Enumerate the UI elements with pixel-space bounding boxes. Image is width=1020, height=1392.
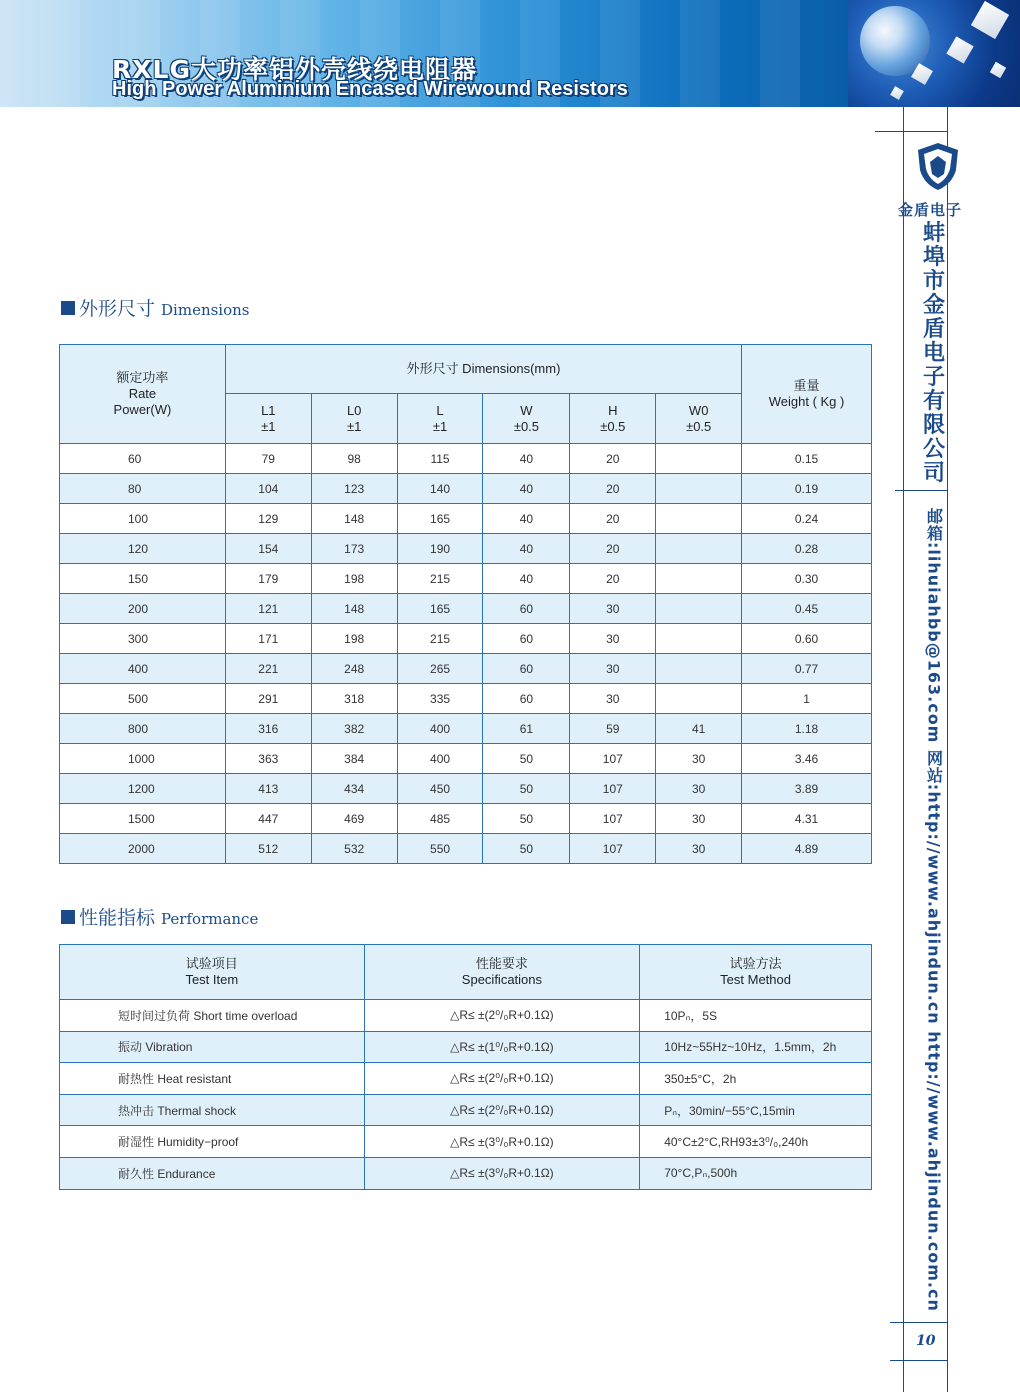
performance-heading-cn: 性能指标 [79, 907, 156, 929]
dimensions-group-header: 外形尺寸 Dimensions(mm) [225, 345, 741, 394]
sidebar-rule [895, 490, 947, 491]
page-title-en: High Power Aluminium Encased Wirewound Resistors [112, 78, 628, 100]
dim-col-tolerance: ±0.5 [513, 418, 540, 434]
table-cell: 104 [225, 474, 311, 504]
table-row [60, 834, 872, 864]
table-cell: 532 [311, 834, 397, 864]
table-cell: 1500 [60, 804, 226, 834]
dim-col-header [483, 394, 570, 444]
table-cell: 384 [311, 744, 397, 774]
table-cell: 30 [570, 624, 656, 654]
table-cell: 59 [570, 714, 656, 744]
table-cell: 115 [397, 444, 483, 474]
perf-col-header-en: Test Method [720, 972, 791, 987]
cube-icon [946, 36, 973, 63]
table-row [60, 714, 872, 744]
dim-col-tolerance: ±1 [261, 418, 276, 434]
table-row [60, 1031, 872, 1063]
weight-header [742, 345, 872, 444]
table-cell: △R≤ ±(2⁰/₀R+0.1Ω) [364, 1094, 640, 1126]
perf-col-header-cn: 试验方法 [729, 956, 782, 971]
table-cell: 400 [397, 714, 483, 744]
table-cell: 318 [311, 684, 397, 714]
table-cell: 0.77 [742, 654, 872, 684]
table-cell: 363 [225, 744, 311, 774]
dim-col-tolerance: ±0.5 [686, 418, 712, 434]
table-cell: 447 [225, 804, 311, 834]
table-cell: 512 [225, 834, 311, 864]
table-cell: 215 [397, 564, 483, 594]
table-cell: 20 [570, 444, 656, 474]
table-cell: 10Pₙ，5S [640, 1000, 872, 1032]
table-cell: 0.45 [742, 594, 872, 624]
table-cell [656, 504, 742, 534]
table-cell: 107 [570, 774, 656, 804]
table-cell [656, 444, 742, 474]
sidebar-rule [890, 1322, 947, 1323]
dimensions-heading-cn: 外形尺寸 [79, 298, 156, 320]
table-cell: 30 [656, 744, 742, 774]
power-header-cn: 额定功率 [116, 370, 169, 385]
table-cell: 485 [397, 804, 483, 834]
dim-col-name: W [520, 402, 533, 418]
table-cell: 434 [311, 774, 397, 804]
table-cell: 40 [483, 504, 570, 534]
table-cell: 265 [397, 654, 483, 684]
power-header-en1: Rate [128, 386, 157, 401]
table-cell: 0.28 [742, 534, 872, 564]
header-banner [0, 0, 848, 107]
table-cell: 20 [570, 474, 656, 504]
banner-stripe [680, 0, 720, 107]
performance-heading-en: Performance [161, 910, 259, 928]
perf-col-header [60, 945, 365, 1000]
dim-col-name: H [608, 402, 618, 418]
perf-col-header [364, 945, 640, 1000]
dimensions-table [59, 344, 872, 864]
table-cell: 2000 [60, 834, 226, 864]
table-cell: 221 [225, 654, 311, 684]
dim-col-header [397, 394, 483, 444]
table-cell: 140 [397, 474, 483, 504]
table-cell: 100 [60, 504, 226, 534]
table-cell: 413 [225, 774, 311, 804]
cube-icon [890, 86, 904, 100]
banner-stripe [760, 0, 800, 107]
weight-header-cn: 重量 [793, 378, 820, 393]
table-cell: 耐热性 Heat resistant [60, 1063, 365, 1095]
table-cell [656, 474, 742, 504]
table-cell: 107 [570, 834, 656, 864]
table-row [60, 444, 872, 474]
perf-col-header [640, 945, 872, 1000]
dim-col-header [570, 394, 656, 444]
table-row [60, 624, 872, 654]
table-cell: 40 [483, 474, 570, 504]
table-cell: 123 [311, 474, 397, 504]
table-cell: 耐久性 Endurance [60, 1157, 365, 1189]
table-cell: 20 [570, 564, 656, 594]
sidebar-rule [890, 1360, 947, 1361]
performance-table [59, 944, 872, 1190]
table-cell: 173 [311, 534, 397, 564]
banner-stripe [40, 0, 80, 107]
table-cell: 50 [483, 804, 570, 834]
table-cell: 215 [397, 624, 483, 654]
table-cell: 154 [225, 534, 311, 564]
table-cell: 80 [60, 474, 226, 504]
table-cell: 0.24 [742, 504, 872, 534]
table-cell: 30 [656, 834, 742, 864]
dim-col-name: L0 [346, 402, 362, 418]
table-cell: 316 [225, 714, 311, 744]
shield-logo-icon [912, 140, 964, 192]
table-cell: 550 [397, 834, 483, 864]
table-cell: 40°C±2°C,RH93±3⁰/₀,240h [640, 1126, 872, 1158]
table-cell: 200 [60, 594, 226, 624]
table-cell: 4.31 [742, 804, 872, 834]
table-cell: 171 [225, 624, 311, 654]
table-cell: 30 [570, 684, 656, 714]
table-cell: 469 [311, 804, 397, 834]
table-cell: 179 [225, 564, 311, 594]
table-cell: 60 [483, 654, 570, 684]
table-cell: 1000 [60, 744, 226, 774]
power-header [60, 345, 226, 444]
table-cell: 30 [570, 654, 656, 684]
table-cell: 79 [225, 444, 311, 474]
dim-col-name: L [436, 402, 444, 418]
table-cell: 400 [397, 744, 483, 774]
table-cell: 107 [570, 744, 656, 774]
dim-col-name: L1 [261, 402, 276, 418]
table-cell: 800 [60, 714, 226, 744]
table-row [60, 1063, 872, 1095]
table-cell: 248 [311, 654, 397, 684]
table-cell: 198 [311, 564, 397, 594]
table-cell: 40 [483, 444, 570, 474]
table-cell [656, 534, 742, 564]
table-cell: 61 [483, 714, 570, 744]
perf-col-header-en: Test Item [185, 972, 239, 987]
dim-col-header [311, 394, 397, 444]
table-cell: 150 [60, 564, 226, 594]
logo-text: 金盾电子 [898, 201, 963, 219]
dimensions-heading [61, 294, 250, 321]
table-cell: 40 [483, 534, 570, 564]
table-cell: △R≤ ±(2⁰/₀R+0.1Ω) [364, 1063, 640, 1095]
table-cell: 450 [397, 774, 483, 804]
cube-icon [990, 62, 1006, 78]
table-cell: 41 [656, 714, 742, 744]
dim-col-name: W0 [688, 402, 709, 418]
page-title-cn: RXLG大功率铝外壳线绕电阻器 [112, 55, 477, 84]
table-row [60, 804, 872, 834]
table-row [60, 684, 872, 714]
table-cell: 350±5°C，2h [640, 1063, 872, 1095]
dim-col-tolerance: ±0.5 [600, 418, 626, 434]
weight-header-en: Weight ( Kg ) [768, 394, 845, 409]
globe-graphic [848, 0, 1020, 107]
table-row [60, 564, 872, 594]
table-cell: 400 [60, 654, 226, 684]
table-cell: 50 [483, 744, 570, 774]
table-cell: 190 [397, 534, 483, 564]
table-cell: 热冲击 Thermal shock [60, 1094, 365, 1126]
table-cell: 振动 Vibration [60, 1031, 365, 1063]
table-cell: 107 [570, 804, 656, 834]
sidebar-rule [903, 107, 904, 1392]
table-cell [656, 684, 742, 714]
table-cell: 165 [397, 504, 483, 534]
table-cell: 50 [483, 774, 570, 804]
dim-col-header [656, 394, 742, 444]
table-cell [656, 654, 742, 684]
page-number: 10 [916, 1333, 936, 1349]
table-cell: 30 [656, 774, 742, 804]
table-cell: 148 [311, 504, 397, 534]
table-cell: 30 [570, 594, 656, 624]
contact-info: 邮箱:lihuiahbb@163.com 网站:http://www.ahjindun.cn http://www.ahjindun.com.cn [924, 508, 944, 1312]
table-cell: 短时间过负荷 Short time overload [60, 1000, 365, 1032]
table-cell: 1 [742, 684, 872, 714]
table-row [60, 1000, 872, 1032]
table-cell: 148 [311, 594, 397, 624]
table-cell: 120 [60, 534, 226, 564]
table-row [60, 534, 872, 564]
table-cell: 3.89 [742, 774, 872, 804]
sidebar-rule [875, 131, 947, 132]
table-cell: △R≤ ±(1⁰/₀R+0.1Ω) [364, 1031, 640, 1063]
table-cell: 382 [311, 714, 397, 744]
table-cell: 0.30 [742, 564, 872, 594]
table-cell: 耐湿性 Humidity−proof [60, 1126, 365, 1158]
table-cell: 4.89 [742, 834, 872, 864]
table-cell: 0.60 [742, 624, 872, 654]
table-cell: 121 [225, 594, 311, 624]
table-row [60, 504, 872, 534]
table-row [60, 1126, 872, 1158]
table-cell: 30 [656, 804, 742, 834]
table-cell: 60 [483, 624, 570, 654]
table-cell: 60 [483, 684, 570, 714]
table-cell: 50 [483, 834, 570, 864]
dimensions-heading-en: Dimensions [161, 301, 250, 319]
table-cell: 300 [60, 624, 226, 654]
table-row [60, 474, 872, 504]
perf-col-header-cn: 性能要求 [475, 956, 528, 971]
table-cell [656, 564, 742, 594]
table-cell: 1.18 [742, 714, 872, 744]
table-cell: 60 [60, 444, 226, 474]
table-cell [656, 594, 742, 624]
table-cell: 10Hz~55Hz~10Hz，1.5mm，2h [640, 1031, 872, 1063]
table-cell: 0.19 [742, 474, 872, 504]
table-cell: 335 [397, 684, 483, 714]
table-cell: 129 [225, 504, 311, 534]
perf-col-header-en: Specifications [461, 972, 543, 987]
table-row [60, 654, 872, 684]
square-bullet-icon [61, 910, 75, 924]
table-row [60, 774, 872, 804]
table-cell: 40 [483, 564, 570, 594]
table-cell: 60 [483, 594, 570, 624]
table-cell [656, 624, 742, 654]
power-header-en2: Power(W) [113, 402, 172, 417]
table-cell: △R≤ ±(2⁰/₀R+0.1Ω) [364, 1000, 640, 1032]
company-name: 蚌埠市金盾电子有限公司 [922, 221, 945, 486]
table-cell: 198 [311, 624, 397, 654]
dim-col-header [225, 394, 311, 444]
table-row [60, 1094, 872, 1126]
table-cell: 165 [397, 594, 483, 624]
table-cell: 20 [570, 534, 656, 564]
table-cell: 0.15 [742, 444, 872, 474]
cube-icon [971, 1, 1009, 39]
table-cell: 70°C,Pₙ,500h [640, 1157, 872, 1189]
table-row [60, 744, 872, 774]
table-cell: 3.46 [742, 744, 872, 774]
performance-heading [61, 903, 258, 930]
table-cell: 500 [60, 684, 226, 714]
table-row [60, 594, 872, 624]
table-cell: △R≤ ±(3⁰/₀R+0.1Ω) [364, 1157, 640, 1189]
perf-col-header-cn: 试验项目 [185, 956, 238, 971]
dim-col-tolerance: ±1 [432, 418, 448, 434]
table-cell: 291 [225, 684, 311, 714]
table-cell: Pₙ，30min/−55°C,15min [640, 1094, 872, 1126]
dim-col-tolerance: ±1 [346, 418, 362, 434]
table-cell: 98 [311, 444, 397, 474]
table-cell: 1200 [60, 774, 226, 804]
table-cell: △R≤ ±(3⁰/₀R+0.1Ω) [364, 1126, 640, 1158]
table-row [60, 1157, 872, 1189]
square-bullet-icon [61, 301, 75, 315]
table-cell: 20 [570, 504, 656, 534]
